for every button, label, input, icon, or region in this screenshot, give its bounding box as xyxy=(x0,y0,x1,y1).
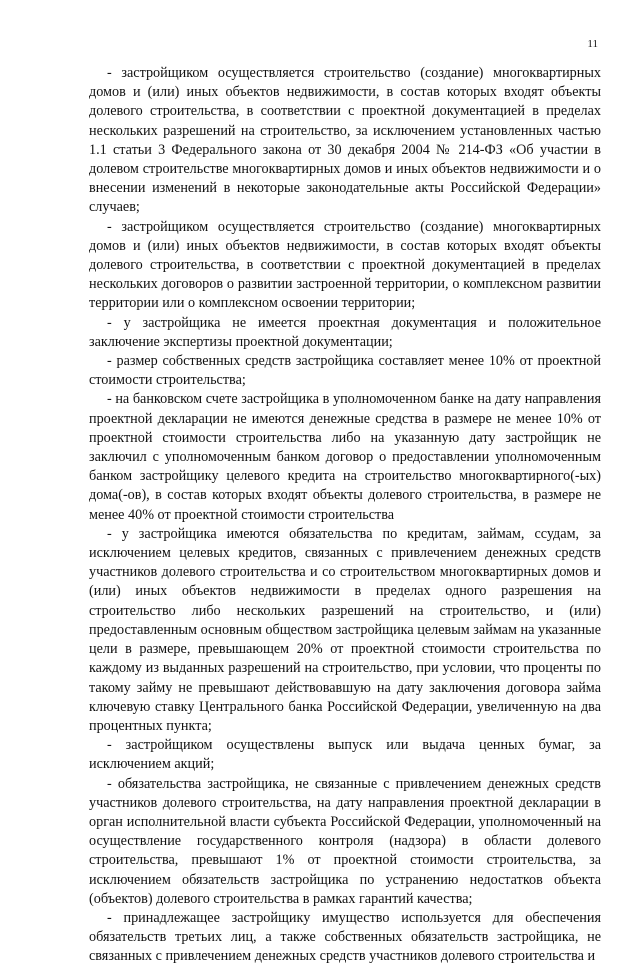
paragraph-3: - у застройщика не имеется проектная документация и положительное заключение экспертизы проектной документации; xyxy=(89,314,601,350)
paragraph-2: - застройщиком осуществляется строительство (создание) многоквартирных домов и (или) иных объектов недвижимости, в состав которых входят объекты долевого строительства, в соответствии с проектной документацией в пределах нескольких договоров о развитии застроенной территории, о комплексном развитии территории или о комплексном освоении территории; xyxy=(89,218,601,312)
paragraph-8: - обязательства застройщика, не связанные с привлечением денежных средств участников долевого строительства, на дату направления проектной декларации в орган исполнительной власти субъекта Российской Федерации, уполномоченный на осуществление государственного контроля (надзора) в области долевого строительства, превышают 1% от проектной стоимости строительства, за исключением обязательств застройщика по устранению недостатков объекта (объектов) долевого строительства в рамках гарантий качества; xyxy=(89,775,601,907)
paragraph-7: - застройщиком осуществлены выпуск или выдача ценных бумаг, за исключением акций; xyxy=(89,737,601,773)
paragraph-9: - принадлежащее застройщику имущество используется для обеспечения обязательств третьих лиц, а также собственных обязательств застройщика, не связанных с привлечением денежных средств участников долевого строительства и xyxy=(89,909,601,965)
paragraph-1: - застройщиком осуществляется строительство (создание) многоквартирных домов и (или) иных объектов недвижимости, в состав которых входят объекты долевого строительства, в соответствии с проектной документацией в пределах нескольких разрешений на строительство, за исключением установленных частью 1.1 статьи 3 Федерального закона от 30 декабря 2004 № 214-ФЗ «Об участии в долевом строительстве многоквартирных домов и иных объектов недвижимости и о внесении изменений в некоторые законодательные акты Российской Федерации» случаев; xyxy=(89,65,601,216)
document-body xyxy=(89,64,601,967)
paragraph-6: - у застройщика имеются обязательства по кредитам, займам, ссудам, за исключением целевых кредитов, связанных с привлечением денежных средств участников долевого строительства и со строительством многоквартирных домов и (или) иных объектов недвижимости в пределах одного разрешения на строительство либо нескольких разрешений на строительство, и (или) предоставленным основным обществом застройщика целевым займам на указанные цели в размере, превышающем 20% от проектной стоимости строительства по каждому из выданных разрешений на строительство, при условии, что проценты по такому займу не превышают действовавшую на дату заключения договора займа ключевую ставку Центрального банка Российской Федерации, увеличенную на два процентных пункта; xyxy=(89,525,601,734)
paragraph-5: - на банковском счете застройщика в уполномоченном банке на дату направления проектной декларации не имеются денежные средства в размере не менее 10% от проектной стоимости строительства либо на указанную дату застройщик не заключил с уполномоченным банком договор о предоставлении уполномоченным банком застройщику целевого кредита на строительство многоквартирного(-ых) дома(-ов), в состав которых входят объекты долевого строительства, в размере не менее 40% от проектной стоимости строительства xyxy=(89,391,601,523)
paragraph-4: - размер собственных средств застройщика составляет менее 10% от проектной стоимости строительства; xyxy=(89,353,601,389)
page-number: 11 xyxy=(587,38,598,50)
